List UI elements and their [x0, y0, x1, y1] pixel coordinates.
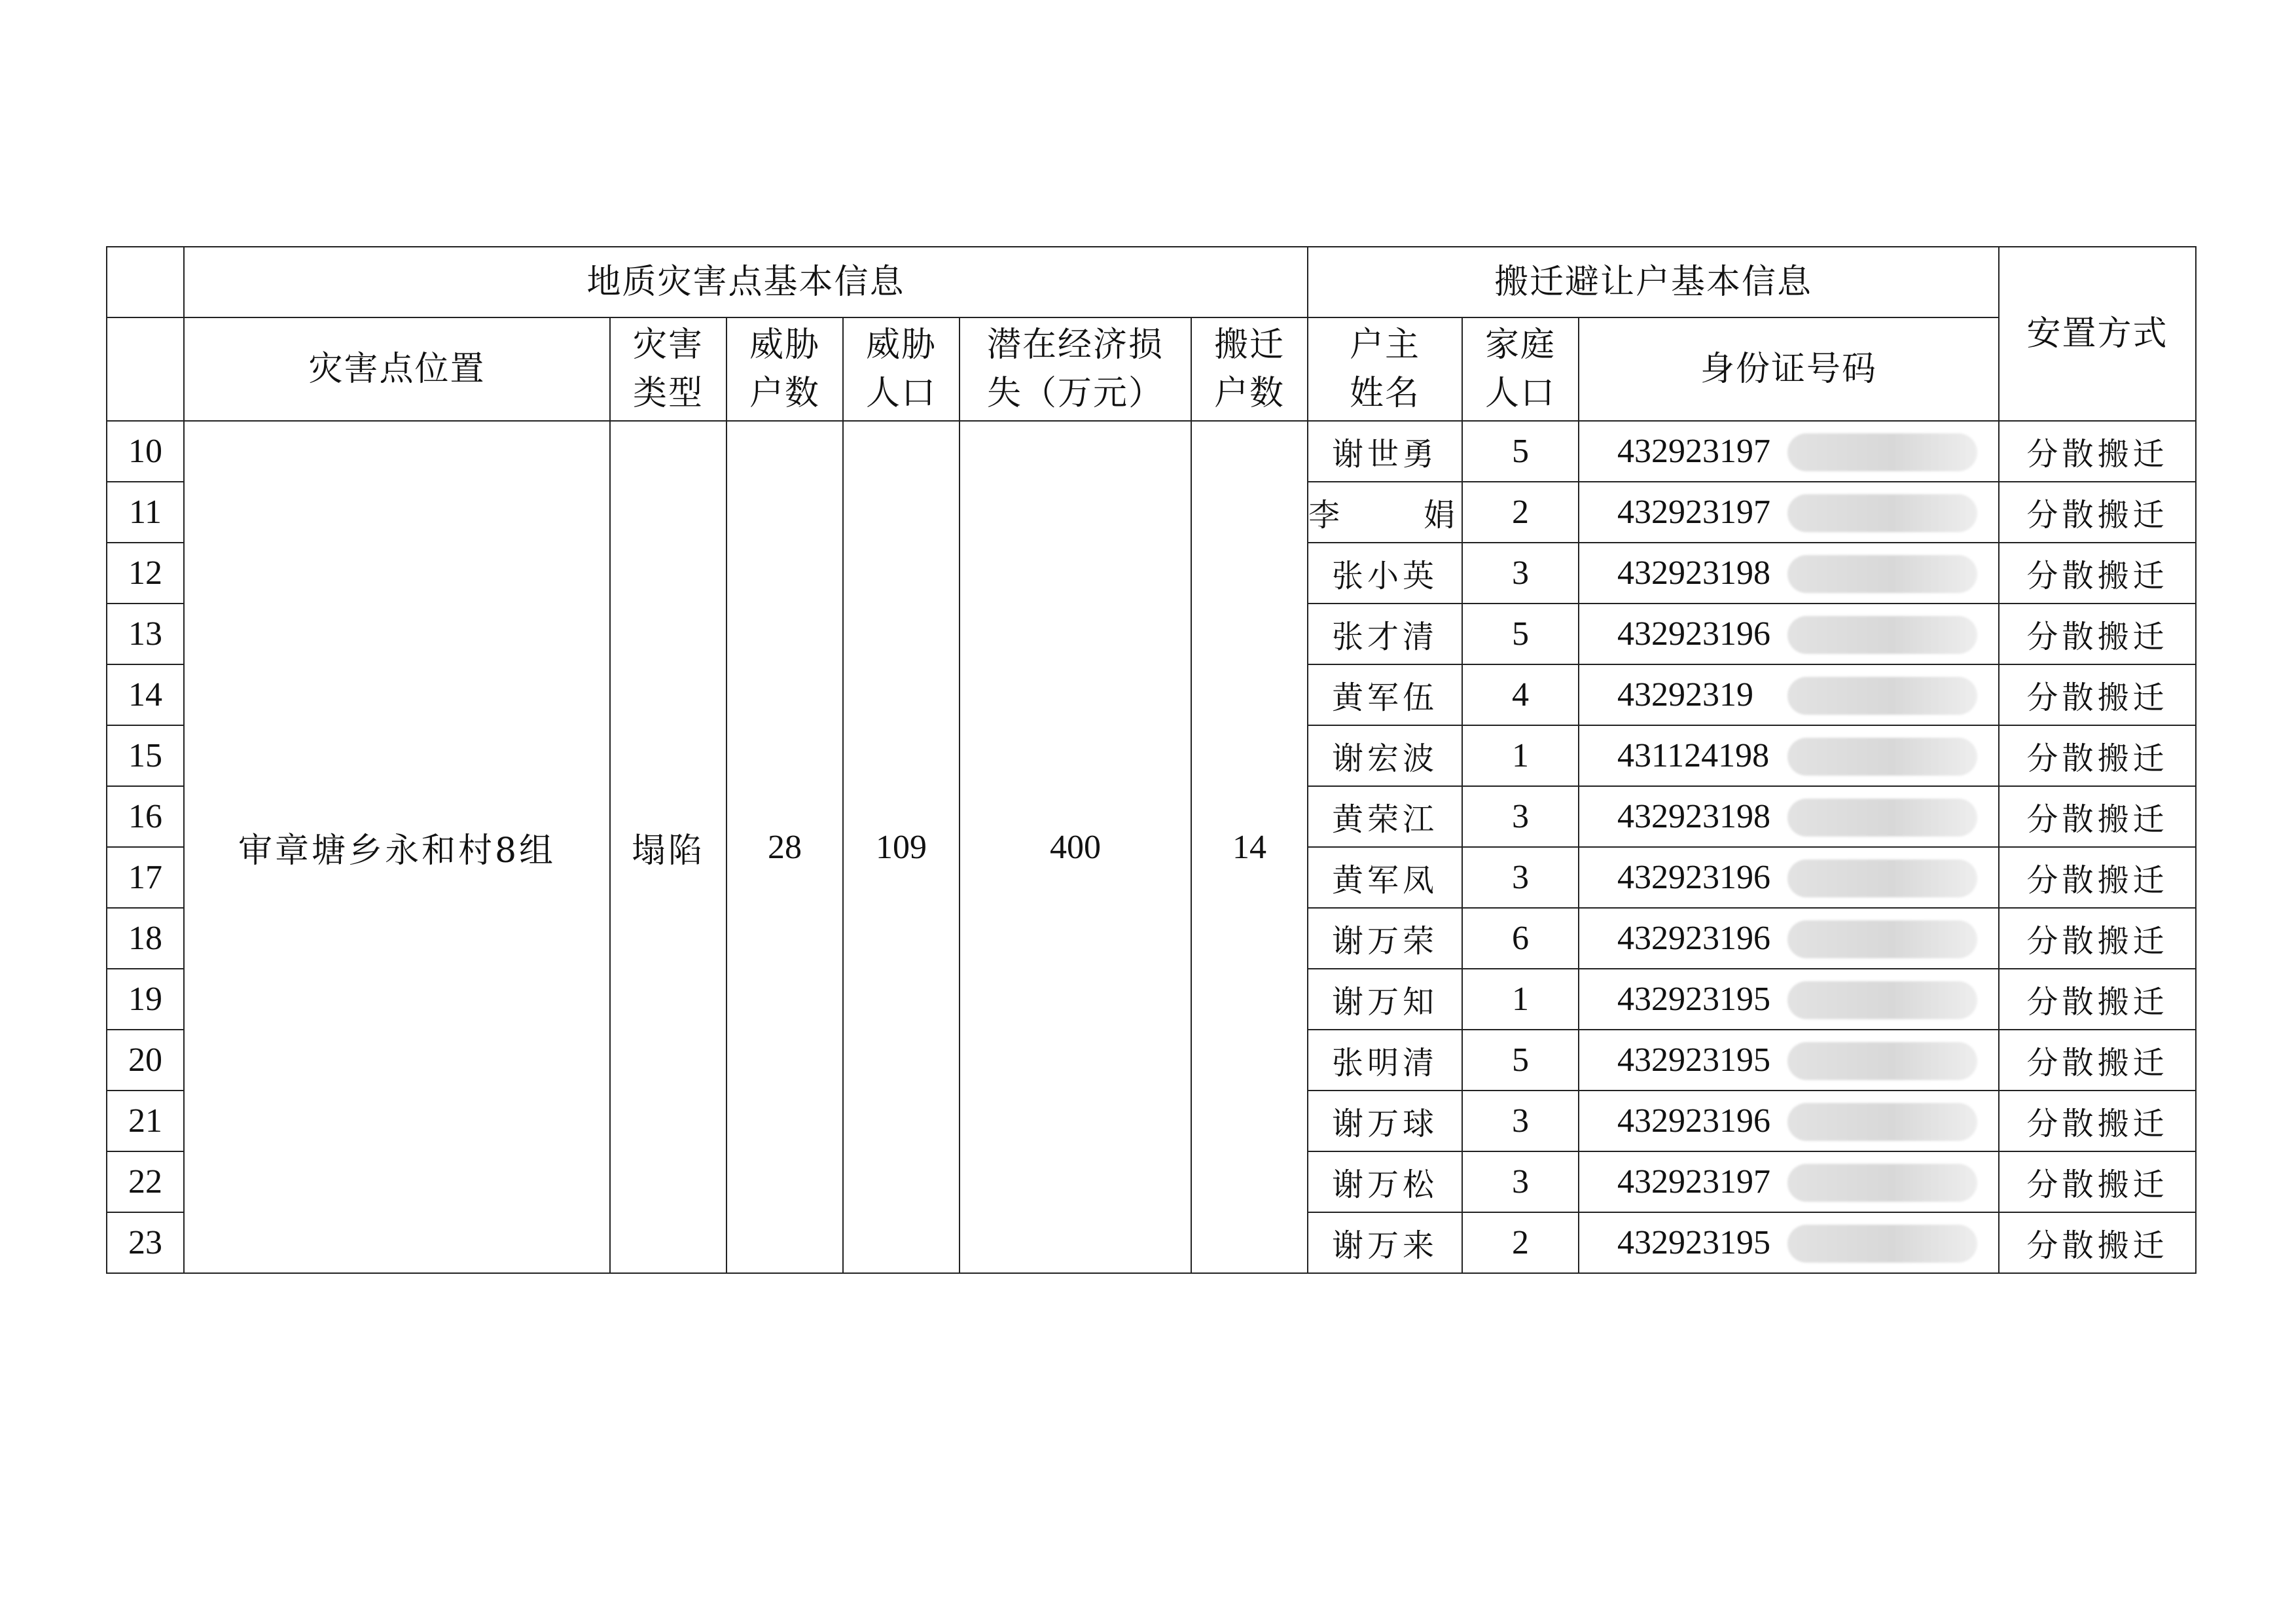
settlement-method: 分散搬迁 [1999, 908, 2196, 969]
header-index-blank [107, 317, 184, 421]
id-number-visible: 432923195 [1617, 1041, 1771, 1079]
id-number-visible: 432923198 [1617, 798, 1771, 835]
id-number [1579, 786, 1999, 847]
group-header-household: 搬迁避让户基本信息 [1308, 247, 1999, 317]
site-disaster-type: 塌陷 [610, 421, 726, 1273]
settlement-method: 分散搬迁 [1999, 1151, 2196, 1212]
header-family-size: 家庭 人口 [1462, 317, 1579, 421]
family-size: 3 [1462, 847, 1579, 908]
head-name: 黄军伍 [1308, 664, 1462, 725]
id-number [1579, 1030, 1999, 1091]
settlement-method: 分散搬迁 [1999, 1212, 2196, 1273]
header-threat-population: 威胁 人口 [843, 317, 960, 421]
redaction-blur [1787, 433, 1977, 471]
redaction-blur [1787, 1164, 1977, 1202]
id-number [1579, 969, 1999, 1030]
row-index: 13 [107, 604, 184, 664]
id-number [1579, 421, 1999, 482]
redaction-blur [1787, 1103, 1977, 1141]
header-potential-loss: 潜在经济损 失（万元） [960, 317, 1191, 421]
family-size: 3 [1462, 786, 1579, 847]
id-number [1579, 664, 1999, 725]
settlement-method: 分散搬迁 [1999, 969, 2196, 1030]
id-number [1579, 543, 1999, 604]
head-name: 黄军凤 [1308, 847, 1462, 908]
id-number-visible: 432923195 [1617, 1224, 1771, 1261]
settlement-method: 分散搬迁 [1999, 1030, 2196, 1091]
id-number-visible: 432923198 [1617, 554, 1771, 592]
row-index: 17 [107, 847, 184, 908]
redaction-blur [1787, 920, 1977, 958]
settlement-method: 分散搬迁 [1999, 664, 2196, 725]
header-id-number: 身份证号码 [1579, 317, 1999, 421]
row-index: 15 [107, 725, 184, 786]
site-relocated-households: 14 [1191, 421, 1308, 1273]
id-number-visible: 432923196 [1617, 920, 1771, 957]
id-number-visible: 432923196 [1617, 1102, 1771, 1140]
family-size: 2 [1462, 482, 1579, 543]
head-name: 谢万知 [1308, 969, 1462, 1030]
settlement-method: 分散搬迁 [1999, 1091, 2196, 1151]
family-size: 5 [1462, 604, 1579, 664]
family-size: 5 [1462, 1030, 1579, 1091]
redaction-blur [1787, 738, 1977, 776]
row-index: 22 [107, 1151, 184, 1212]
id-number-visible: 432923197 [1617, 433, 1771, 470]
family-size: 3 [1462, 1151, 1579, 1212]
row-index: 16 [107, 786, 184, 847]
id-number [1579, 482, 1999, 543]
redaction-blur [1787, 1225, 1977, 1263]
settlement-method: 分散搬迁 [1999, 421, 2196, 482]
header-location: 灾害点位置 [184, 317, 610, 421]
row-index: 18 [107, 908, 184, 969]
row-index: 10 [107, 421, 184, 482]
corner-cell [107, 247, 184, 317]
id-number-visible: 431124198 [1617, 737, 1770, 774]
family-size: 3 [1462, 1091, 1579, 1151]
family-size: 5 [1462, 421, 1579, 482]
id-number-visible: 432923195 [1617, 981, 1771, 1018]
settlement-method: 分散搬迁 [1999, 786, 2196, 847]
head-name: 谢万荣 [1308, 908, 1462, 969]
id-number [1579, 1151, 1999, 1212]
row-index: 12 [107, 543, 184, 604]
head-name: 张才清 [1308, 604, 1462, 664]
row-index: 11 [107, 482, 184, 543]
redaction-blur [1787, 555, 1977, 593]
row-index: 19 [107, 969, 184, 1030]
header-threat-households: 威胁 户数 [726, 317, 843, 421]
head-name: 谢宏波 [1308, 725, 1462, 786]
family-size: 3 [1462, 543, 1579, 604]
redaction-blur [1787, 677, 1977, 715]
header-head-name: 户主 姓名 [1308, 317, 1462, 421]
head-name: 谢万来 [1308, 1212, 1462, 1273]
id-number [1579, 725, 1999, 786]
head-name: 李 娟 [1308, 482, 1462, 543]
row-index: 23 [107, 1212, 184, 1273]
group-header-site: 地质灾害点基本信息 [184, 247, 1308, 317]
id-number [1579, 847, 1999, 908]
family-size: 1 [1462, 725, 1579, 786]
id-number [1579, 908, 1999, 969]
id-number-visible: 432923197 [1617, 1163, 1771, 1200]
row-index: 21 [107, 1091, 184, 1151]
redaction-blur [1787, 1042, 1977, 1080]
settlement-method: 分散搬迁 [1999, 482, 2196, 543]
site-location: 审章塘乡永和村8组 [184, 421, 610, 1273]
site-threat-population: 109 [843, 421, 960, 1273]
settlement-method: 分散搬迁 [1999, 543, 2196, 604]
header-relocated-households: 搬迁 户数 [1191, 317, 1308, 421]
id-number [1579, 1091, 1999, 1151]
settlement-method: 分散搬迁 [1999, 847, 2196, 908]
head-name: 张小英 [1308, 543, 1462, 604]
redaction-blur [1787, 859, 1977, 897]
relocation-table [106, 246, 2197, 1274]
head-name: 黄荣江 [1308, 786, 1462, 847]
settlement-method: 分散搬迁 [1999, 725, 2196, 786]
id-number-visible: 43292319 [1617, 676, 1754, 713]
redaction-blur [1787, 616, 1977, 654]
row-index: 20 [107, 1030, 184, 1091]
head-name: 张明清 [1308, 1030, 1462, 1091]
id-number [1579, 1212, 1999, 1273]
family-size: 6 [1462, 908, 1579, 969]
settlement-method: 分散搬迁 [1999, 604, 2196, 664]
table-row [107, 421, 2196, 482]
id-number-visible: 432923197 [1617, 494, 1771, 531]
family-size: 4 [1462, 664, 1579, 725]
redaction-blur [1787, 494, 1977, 532]
head-name: 谢万球 [1308, 1091, 1462, 1151]
row-index: 14 [107, 664, 184, 725]
site-threat-households: 28 [726, 421, 843, 1273]
site-potential-loss: 400 [960, 421, 1191, 1273]
family-size: 1 [1462, 969, 1579, 1030]
redaction-blur [1787, 981, 1977, 1019]
head-name: 谢万松 [1308, 1151, 1462, 1212]
header-disaster-type: 灾害 类型 [610, 317, 726, 421]
redaction-blur [1787, 799, 1977, 837]
header-settlement: 安置方式 [1999, 247, 2196, 421]
id-number-visible: 432923196 [1617, 859, 1771, 896]
head-name: 谢世勇 [1308, 421, 1462, 482]
id-number [1579, 604, 1999, 664]
id-number-visible: 432923196 [1617, 615, 1771, 653]
family-size: 2 [1462, 1212, 1579, 1273]
